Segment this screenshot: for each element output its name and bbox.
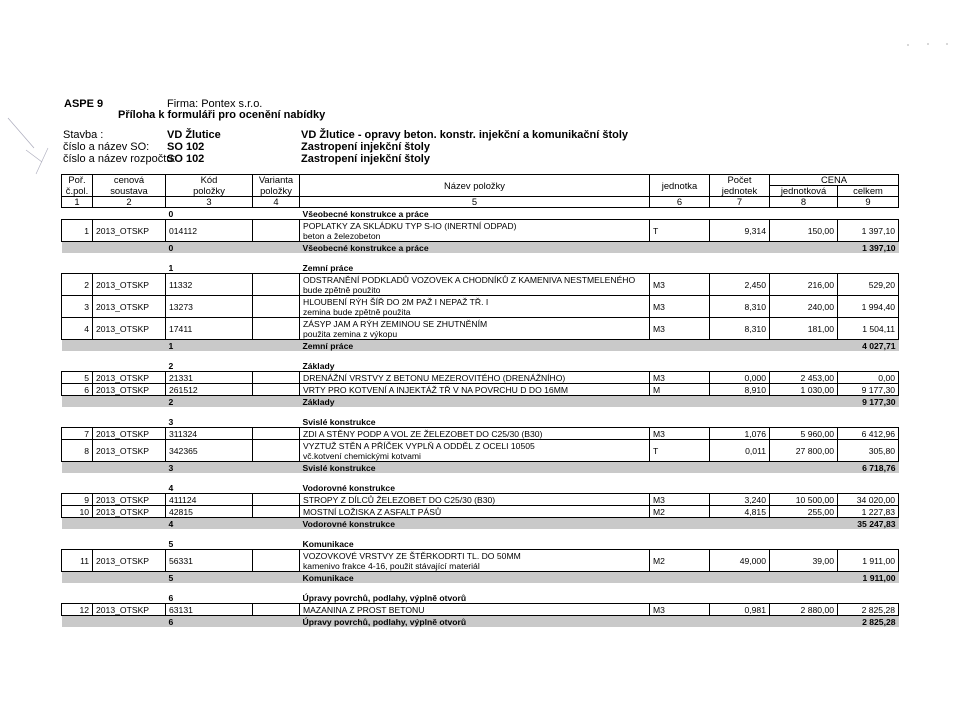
spacer-row	[62, 529, 899, 538]
empty-cell	[62, 340, 166, 352]
item-soustava: 2013_OTSKP	[93, 220, 166, 242]
item-jednotka: M	[650, 384, 710, 396]
item-varianta	[253, 220, 300, 242]
item-nazev-note: použita zemina z výkopu	[303, 328, 398, 339]
section-total-value: 6 718,76	[838, 462, 899, 474]
stavba-label: Stavba :	[63, 129, 104, 141]
header-row-1	[62, 175, 899, 186]
col-num: 1	[62, 197, 93, 208]
empty-cell	[253, 592, 300, 604]
item-nazev: MAZANINA Z PROST BETONU	[303, 604, 425, 615]
col-num: 9	[838, 197, 899, 208]
company-name: Firma: Pontex s.r.o.	[167, 98, 263, 110]
item-kod: 311324	[166, 428, 253, 440]
item-pocet: 0,000	[710, 372, 770, 384]
item-kod: 63131	[166, 604, 253, 616]
section-title: Zemní práce	[302, 262, 354, 273]
section-total-row	[62, 340, 899, 352]
section-total-value: 2 825,28	[838, 616, 899, 628]
item-jednotka: M3	[650, 494, 710, 506]
item-nazev-note: bude zpětně použito	[303, 284, 381, 295]
item-celkem: 1 227,83	[838, 506, 899, 518]
section-title: Úpravy povrchů, podlahy, výplně otvorů	[302, 592, 467, 603]
section-total-row	[62, 616, 899, 628]
item-pocet: 2,450	[710, 274, 770, 296]
table-row	[62, 494, 899, 506]
item-varianta	[253, 384, 300, 396]
item-pocet: 1,076	[710, 428, 770, 440]
so-label: číslo a název SO:	[63, 141, 150, 153]
empty-cell	[253, 208, 300, 220]
section-total-title: Úpravy povrchů, podlahy, výplně otvorů	[300, 616, 650, 628]
item-nazev: STROPY Z DÍLCŮ ŽELEZOBET DO C25/30 (B30)	[303, 494, 496, 505]
form-subtitle: Příloha k formuláři pro ocenění nabídky	[118, 109, 326, 121]
section-total-title: Vodorovné konstrukce	[300, 518, 650, 530]
item-pocet: 8,310	[710, 318, 770, 340]
empty-cell	[650, 416, 899, 428]
item-pocet: 9,314	[710, 220, 770, 242]
empty-cell	[650, 262, 899, 274]
section-title: Komunikace	[302, 538, 354, 549]
col-kod2: položky	[166, 186, 253, 197]
item-celkem: 1 397,10	[838, 220, 899, 242]
empty-cell	[62, 538, 166, 550]
empty-cell	[650, 340, 838, 352]
item-nazev-note: beton a železobeton	[303, 230, 381, 241]
col-cpol: č.pol.	[62, 186, 93, 197]
item-jednotkova: 216,00	[770, 274, 838, 296]
section-number: 5	[168, 538, 174, 549]
empty-cell	[62, 462, 166, 474]
table-row	[62, 318, 899, 340]
section-total-row	[62, 396, 899, 408]
item-varianta	[253, 296, 300, 318]
empty-cell	[253, 462, 300, 474]
spacer-cell	[62, 583, 899, 592]
empty-cell	[650, 572, 838, 584]
item-nazev-note: zemina bude zpětně použita	[303, 306, 411, 317]
spacer-row	[62, 473, 899, 482]
empty-cell	[650, 482, 899, 494]
item-jednotka: M3	[650, 318, 710, 340]
item-jednotkova: 10 500,00	[770, 494, 838, 506]
item-soustava: 2013_OTSKP	[93, 506, 166, 518]
item-varianta	[253, 318, 300, 340]
item-celkem: 6 412,96	[838, 428, 899, 440]
item-por: 5	[62, 372, 93, 384]
item-jednotkova: 2 453,00	[770, 372, 838, 384]
section-title: Všeobecné konstrukce a práce	[302, 208, 429, 219]
item-por: 8	[62, 440, 93, 462]
spacer-cell	[62, 473, 899, 482]
item-jednotka: T	[650, 440, 710, 462]
item-por: 3	[62, 296, 93, 318]
item-nazev-cell	[300, 384, 650, 396]
col-jednotkova: jednotková	[770, 186, 838, 197]
empty-cell	[253, 538, 300, 550]
col-num: 5	[300, 197, 650, 208]
item-celkem: 305,80	[838, 440, 899, 462]
item-nazev-cell	[300, 494, 650, 506]
item-nazev: POPLATKY ZA SKLÁDKU TYP S-IO (INERTNÍ ODPAD)	[303, 220, 517, 231]
item-pocet: 49,000	[710, 550, 770, 572]
section-total-title: Svislé konstrukce	[300, 462, 650, 474]
empty-cell	[253, 340, 300, 352]
section-total-value: 1 911,00	[838, 572, 899, 584]
item-nazev-cell	[300, 372, 650, 384]
item-varianta	[253, 428, 300, 440]
section-header-row	[62, 416, 899, 428]
col-varianta: Varianta	[253, 175, 300, 186]
section-total-row	[62, 572, 899, 584]
item-kod: 56331	[166, 550, 253, 572]
item-celkem: 529,20	[838, 274, 899, 296]
item-celkem: 1 994,40	[838, 296, 899, 318]
empty-cell	[62, 592, 166, 604]
section-title: Vodorovné konstrukce	[302, 482, 395, 493]
form-code: ASPE 9	[64, 98, 104, 110]
item-jednotka: M2	[650, 506, 710, 518]
item-nazev: ZÁSYP JAM A RÝH ZEMINOU SE ZHUTNĚNÍM	[303, 318, 488, 329]
item-nazev-cell	[300, 506, 650, 518]
item-por: 9	[62, 494, 93, 506]
item-celkem: 1 911,00	[838, 550, 899, 572]
section-number: 1	[168, 262, 174, 273]
table-row	[62, 220, 899, 242]
item-celkem: 2 825,28	[838, 604, 899, 616]
spacer-cell	[62, 407, 899, 416]
section-title: Svislé konstrukce	[302, 416, 376, 427]
section-header-row	[62, 360, 899, 372]
item-pocet: 0,981	[710, 604, 770, 616]
col-pocet: Počet	[710, 175, 770, 186]
table-row	[62, 550, 899, 572]
item-nazev-cell	[300, 440, 650, 462]
item-jednotka: M3	[650, 296, 710, 318]
empty-cell	[650, 616, 838, 628]
item-jednotkova: 39,00	[770, 550, 838, 572]
item-por: 2	[62, 274, 93, 296]
rozpocet-code: SO 102	[167, 153, 205, 165]
item-jednotka: M3	[650, 428, 710, 440]
item-jednotka: M3	[650, 604, 710, 616]
item-kod: 11332	[166, 274, 253, 296]
item-soustava: 2013_OTSKP	[93, 274, 166, 296]
section-number: 3	[168, 416, 174, 427]
item-jednotkova: 1 030,00	[770, 384, 838, 396]
section-number: 0	[168, 208, 174, 219]
spacer-row	[62, 583, 899, 592]
section-total-value: 35 247,83	[838, 518, 899, 530]
item-kod: 42815	[166, 506, 253, 518]
section-number: 2	[168, 360, 174, 371]
item-nazev-cell	[300, 296, 650, 318]
section-total-row	[62, 242, 899, 254]
item-por: 7	[62, 428, 93, 440]
section-header-row	[62, 208, 899, 220]
item-nazev: VRTY PRO KOTVENÍ A INJEKTÁŽ TŘ V NA POVRCHU D DO 16MM	[303, 384, 569, 395]
item-por: 10	[62, 506, 93, 518]
item-varianta	[253, 604, 300, 616]
table-row	[62, 604, 899, 616]
item-soustava: 2013_OTSKP	[93, 372, 166, 384]
empty-cell	[253, 396, 300, 408]
item-pocet: 8,310	[710, 296, 770, 318]
empty-cell	[62, 208, 166, 220]
section-total-value: 9 177,30	[838, 396, 899, 408]
table-row	[62, 440, 899, 462]
item-nazev-note: kamenivo frakce 4-16, použit stávající materiál	[303, 560, 480, 571]
item-celkem: 9 177,30	[838, 384, 899, 396]
item-nazev-cell	[300, 428, 650, 440]
so-code: SO 102	[167, 141, 205, 153]
item-soustava: 2013_OTSKP	[93, 604, 166, 616]
column-number-row	[62, 197, 899, 208]
section-number: 4	[168, 482, 174, 493]
col-num: 4	[253, 197, 300, 208]
section-title: Základy	[302, 360, 335, 371]
empty-cell	[650, 360, 899, 372]
section-total-row	[62, 518, 899, 530]
section-total-number: 6	[166, 616, 253, 628]
section-total-number: 1	[166, 340, 253, 352]
empty-cell	[62, 416, 166, 428]
empty-cell	[253, 416, 300, 428]
empty-cell	[253, 262, 300, 274]
item-nazev: MOSTNÍ LOŽISKA Z ASFALT PÁSŮ	[303, 506, 442, 517]
item-kod: 411124	[166, 494, 253, 506]
spacer-cell	[62, 253, 899, 262]
item-pocet: 3,240	[710, 494, 770, 506]
item-nazev: HLOUBENÍ RÝH ŠÍŘ DO 2M PAŽ I NEPAŽ TŘ. I	[303, 296, 489, 307]
item-nazev-cell	[300, 550, 650, 572]
item-celkem: 1 504,11	[838, 318, 899, 340]
item-soustava: 2013_OTSKP	[93, 384, 166, 396]
item-celkem: 34 020,00	[838, 494, 899, 506]
empty-cell	[650, 592, 899, 604]
item-nazev: VYZTUŽ STĚN A PŘÍČEK VYPLŇ A ODDĚL Z OCELI 10505	[303, 440, 535, 451]
spacer-row	[62, 253, 899, 262]
item-por: 6	[62, 384, 93, 396]
empty-cell	[253, 482, 300, 494]
item-jednotka: M2	[650, 550, 710, 572]
section-total-title: Základy	[300, 396, 650, 408]
col-pocet2: jednotek	[710, 186, 770, 197]
empty-cell	[62, 396, 166, 408]
section-total-number: 3	[166, 462, 253, 474]
item-varianta	[253, 440, 300, 462]
col-soustava: soustava	[93, 186, 166, 197]
item-kod: 21331	[166, 372, 253, 384]
stavba-code: VD Žlutice	[167, 129, 221, 141]
item-pocet: 0,011	[710, 440, 770, 462]
section-total-number: 0	[166, 242, 253, 254]
section-header-row	[62, 592, 899, 604]
empty-cell	[253, 616, 300, 628]
item-jednotkova: 2 880,00	[770, 604, 838, 616]
item-jednotkova: 255,00	[770, 506, 838, 518]
section-total-value: 1 397,10	[838, 242, 899, 254]
item-celkem: 0,00	[838, 372, 899, 384]
empty-cell	[650, 518, 838, 530]
section-total-number: 4	[166, 518, 253, 530]
col-jednotka: jednotka	[650, 175, 710, 197]
item-jednotkova: 181,00	[770, 318, 838, 340]
item-soustava: 2013_OTSKP	[93, 494, 166, 506]
item-nazev-cell	[300, 604, 650, 616]
item-varianta	[253, 550, 300, 572]
spacer-cell	[62, 351, 899, 360]
item-nazev-note: vč.kotvení chemickými kotvami	[303, 450, 421, 461]
col-kod: Kód	[166, 175, 253, 186]
section-header-row	[62, 482, 899, 494]
item-jednotkova: 27 800,00	[770, 440, 838, 462]
empty-cell	[253, 242, 300, 254]
section-total-value: 4 027,71	[838, 340, 899, 352]
col-cenova: cenová	[93, 175, 166, 186]
item-soustava: 2013_OTSKP	[93, 428, 166, 440]
col-nazev: Název položky	[300, 175, 650, 197]
item-nazev: ZDI A STĚNY PODP A VOL ZE ŽELEZOBET DO C25/30 (B30)	[303, 428, 543, 439]
section-total-number: 2	[166, 396, 253, 408]
item-varianta	[253, 372, 300, 384]
col-cena: CENA	[770, 175, 899, 186]
item-jednotka: M3	[650, 274, 710, 296]
section-header-row	[62, 538, 899, 550]
spacer-row	[62, 351, 899, 360]
item-jednotkova: 240,00	[770, 296, 838, 318]
table-row	[62, 372, 899, 384]
empty-cell	[62, 482, 166, 494]
empty-cell	[253, 518, 300, 530]
item-nazev-cell	[300, 274, 650, 296]
item-nazev: ODSTRANĚNÍ PODKLADŮ VOZOVEK A CHODNÍKŮ Z KAMENIVA NESTMELENÉHO	[303, 274, 636, 285]
budget-table	[61, 174, 899, 627]
item-soustava: 2013_OTSKP	[93, 440, 166, 462]
table-row	[62, 428, 899, 440]
rozpocet-name: Zastropení injekční štoly	[301, 153, 430, 165]
section-total-title: Všeobecné konstrukce a práce	[300, 242, 650, 254]
empty-cell	[650, 242, 838, 254]
item-varianta	[253, 274, 300, 296]
item-nazev: VOZOVKOVÉ VRSTVY ZE ŠTĚRKODRTI TL. DO 50MM	[303, 550, 521, 561]
col-por: Poř.	[62, 175, 93, 186]
col-celkem: celkem	[838, 186, 899, 197]
item-nazev-cell	[300, 318, 650, 340]
empty-cell	[253, 360, 300, 372]
section-number: 6	[168, 592, 174, 603]
col-num: 6	[650, 197, 710, 208]
empty-cell	[62, 360, 166, 372]
rozpocet-label: číslo a název rozpočtu:	[63, 153, 176, 165]
so-name: Zastropení injekční štoly	[301, 141, 430, 153]
empty-cell	[62, 262, 166, 274]
table-row	[62, 506, 899, 518]
empty-cell	[650, 396, 838, 408]
empty-cell	[62, 616, 166, 628]
item-varianta	[253, 506, 300, 518]
item-nazev: DRENÁŽNÍ VRSTVY Z BETONU MEZEROVITÉHO (DRENÁŽNÍHO)	[303, 372, 566, 383]
section-total-title: Komunikace	[300, 572, 650, 584]
empty-cell	[62, 518, 166, 530]
spacer-cell	[62, 529, 899, 538]
item-kod: 014112	[166, 220, 253, 242]
spacer-row	[62, 407, 899, 416]
item-por: 11	[62, 550, 93, 572]
section-total-row	[62, 462, 899, 474]
item-jednotka: T	[650, 220, 710, 242]
stavba-name: VD Žlutice - opravy beton. konstr. injekční a komunikační štoly	[301, 129, 629, 141]
item-por: 1	[62, 220, 93, 242]
item-kod: 13273	[166, 296, 253, 318]
item-soustava: 2013_OTSKP	[93, 318, 166, 340]
item-por: 12	[62, 604, 93, 616]
empty-cell	[650, 538, 899, 550]
col-num: 3	[166, 197, 253, 208]
empty-cell	[62, 242, 166, 254]
table-row	[62, 384, 899, 396]
item-jednotkova: 5 960,00	[770, 428, 838, 440]
table-row	[62, 296, 899, 318]
empty-cell	[62, 572, 166, 584]
col-varianta2: položky	[253, 186, 300, 197]
section-total-number: 5	[166, 572, 253, 584]
col-num: 8	[770, 197, 838, 208]
item-nazev-cell	[300, 220, 650, 242]
item-por: 4	[62, 318, 93, 340]
item-kod: 261512	[166, 384, 253, 396]
item-jednotkova: 150,00	[770, 220, 838, 242]
empty-cell	[253, 572, 300, 584]
item-kod: 342365	[166, 440, 253, 462]
table-row	[62, 274, 899, 296]
section-total-title: Zemní práce	[300, 340, 650, 352]
item-pocet: 4,815	[710, 506, 770, 518]
item-varianta	[253, 494, 300, 506]
item-soustava: 2013_OTSKP	[93, 550, 166, 572]
section-header-row	[62, 262, 899, 274]
empty-cell	[650, 208, 899, 220]
item-kod: 17411	[166, 318, 253, 340]
empty-cell	[650, 462, 838, 474]
col-num: 2	[93, 197, 166, 208]
col-num: 7	[710, 197, 770, 208]
item-pocet: 8,910	[710, 384, 770, 396]
item-jednotka: M3	[650, 372, 710, 384]
item-soustava: 2013_OTSKP	[93, 296, 166, 318]
